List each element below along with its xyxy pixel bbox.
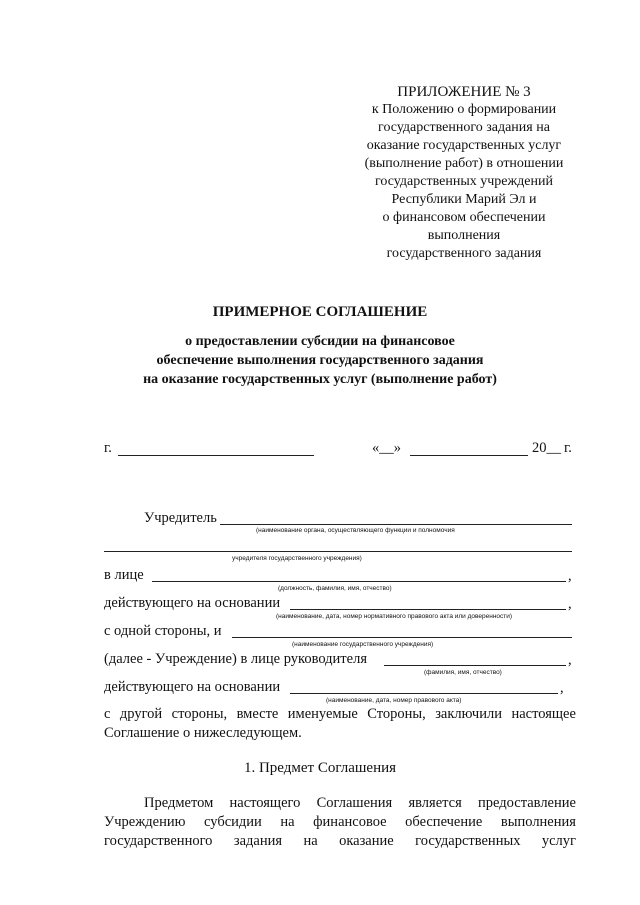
institution-blank bbox=[232, 637, 572, 638]
word: является bbox=[408, 795, 462, 811]
appendix-line: Республики Марий Эл и bbox=[391, 192, 537, 207]
appendix-title: ПРИЛОЖЕНИЕ № 3 bbox=[397, 84, 531, 100]
subtitle-line: о предоставлении субсидии на финансовое bbox=[185, 334, 455, 349]
word: Учреждению bbox=[104, 814, 186, 830]
other-side-line-1 bbox=[104, 706, 576, 723]
document-title: ПРИМЕРНОЕ СОГЛАШЕНИЕ bbox=[212, 304, 428, 320]
subtitle-line: обеспечение выполнения государственного задания bbox=[156, 353, 484, 368]
word: задания bbox=[233, 833, 283, 849]
appendix-line: выполнения bbox=[427, 228, 501, 243]
word: оказание bbox=[339, 833, 394, 849]
word: настоящего bbox=[229, 795, 301, 811]
year-prefix: 20__ bbox=[532, 440, 561, 456]
word: Соглашения bbox=[316, 795, 393, 811]
city-prefix: г. bbox=[104, 440, 112, 456]
word: стороны, bbox=[171, 706, 228, 722]
comma: , bbox=[568, 652, 572, 668]
person-caption: (должность, фамилия, имя, отчество) bbox=[278, 585, 392, 592]
in-person-label: в лице bbox=[104, 567, 144, 583]
head-blank bbox=[384, 665, 566, 666]
day-field: «__» bbox=[372, 440, 401, 456]
word: субсидии bbox=[204, 814, 262, 830]
word: Предметом bbox=[144, 795, 214, 811]
acting2-label: действующего на основании bbox=[104, 679, 281, 695]
appendix-line: государственного задания bbox=[386, 246, 542, 261]
appendix-line: государственного задания на bbox=[378, 120, 550, 135]
appendix-block bbox=[330, 83, 598, 263]
comma: , bbox=[568, 596, 572, 612]
word: государственного bbox=[104, 833, 213, 849]
word: другой bbox=[119, 706, 163, 722]
appendix-line: к Положению о формировании bbox=[371, 102, 557, 117]
word: выполнения bbox=[500, 814, 576, 830]
word: на bbox=[303, 833, 318, 849]
founder-blank bbox=[220, 524, 572, 525]
word: услуг bbox=[541, 833, 576, 849]
acting2-blank bbox=[290, 693, 558, 694]
appendix-line: государственных учреждений bbox=[375, 174, 553, 189]
comma: , bbox=[568, 568, 572, 584]
word: именуемые bbox=[287, 706, 358, 722]
word: настоящее bbox=[511, 706, 576, 722]
city-blank bbox=[118, 455, 314, 456]
word: предоставление bbox=[478, 795, 576, 811]
acting-label: действующего на основании bbox=[104, 595, 281, 611]
person-blank bbox=[152, 581, 566, 582]
hereinafter-label: (далее - Учреждение) в лице руководителя bbox=[104, 651, 367, 667]
appendix-line: оказание государственных услуг bbox=[366, 138, 562, 153]
month-blank bbox=[410, 455, 528, 456]
appendix-line: (выполнение работ) в отношении bbox=[364, 156, 564, 171]
one-side-label: с одной стороны, и bbox=[104, 623, 222, 639]
head-caption: (фамилия, имя, отчество) bbox=[424, 669, 502, 676]
comma: , bbox=[560, 680, 564, 696]
institution-caption: (наименование государственного учреждения) bbox=[292, 641, 434, 648]
acting2-caption: (наименование, дата, номер правового акта) bbox=[326, 697, 462, 704]
founder-label: Учредитель bbox=[144, 510, 217, 526]
acting-caption: (наименование, дата, номер нормативного правового акта или доверенности) bbox=[276, 613, 513, 620]
section-line-2 bbox=[104, 814, 576, 831]
section-heading: 1. Предмет Соглашения bbox=[243, 760, 397, 776]
other-side-line-2: Соглашение о нижеследующем. bbox=[104, 725, 302, 741]
appendix-line: о финансовом обеспечении bbox=[382, 210, 546, 225]
founder-caption: (наименование органа, осуществляющего функции и полномочия bbox=[256, 527, 455, 534]
subtitle-line: на оказание государственных услуг (выполнение работ) bbox=[143, 372, 497, 387]
word: на bbox=[280, 814, 295, 830]
acting-blank bbox=[290, 609, 566, 610]
word: с bbox=[104, 706, 111, 722]
section-line-3 bbox=[104, 833, 576, 850]
word: вместе bbox=[236, 706, 279, 722]
word: обеспечение bbox=[405, 814, 483, 830]
year-suffix: г. bbox=[564, 440, 572, 456]
word: государственных bbox=[415, 833, 521, 849]
word: Стороны, bbox=[367, 706, 426, 722]
section-line-1 bbox=[144, 795, 576, 812]
word: финансовое bbox=[313, 814, 387, 830]
document-subtitle bbox=[0, 332, 640, 389]
founder-caption-2: учредителя государственного учреждения) bbox=[232, 555, 362, 562]
founder-blank-2 bbox=[104, 551, 572, 552]
word: заключили bbox=[435, 706, 502, 722]
